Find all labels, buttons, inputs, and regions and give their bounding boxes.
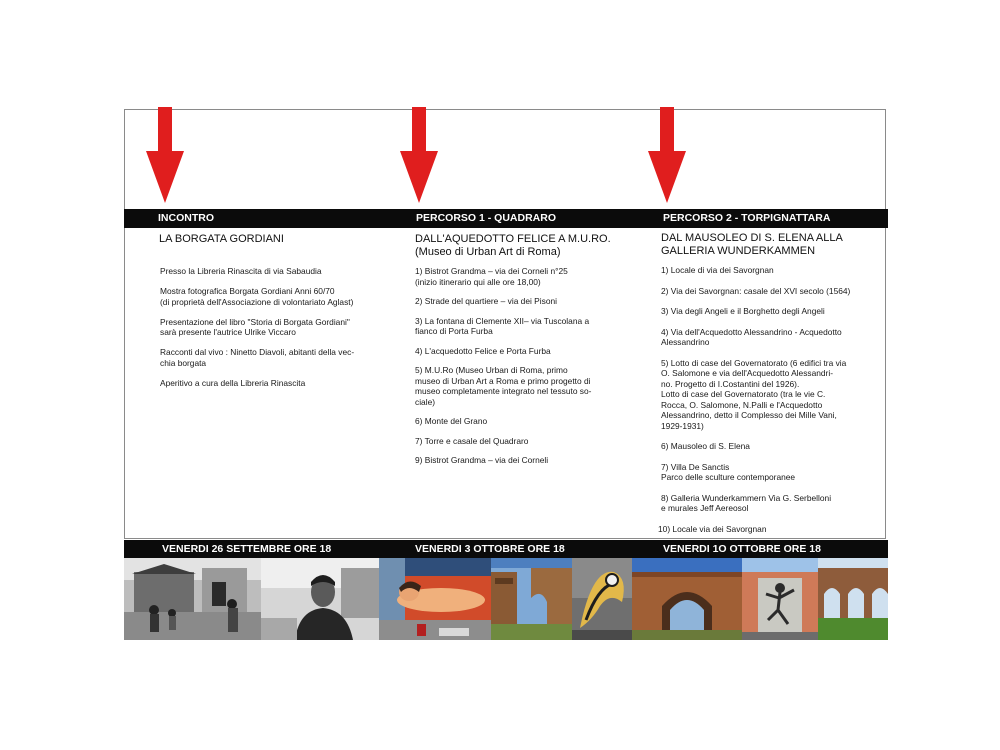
- list-item: Presso la Libreria Rinascita di via Sabaudia: [160, 266, 322, 276]
- down-arrow-icon: [400, 107, 438, 203]
- list-item: 7) Torre e casale del Quadraro: [415, 435, 529, 446]
- date-band: [124, 540, 888, 559]
- down-arrow-icon: [146, 107, 184, 203]
- list-item: 2) Strade del quartiere – via dei Pisoni: [415, 296, 557, 306]
- column-subtitle: DAL MAUSOLEO DI S. ELENA ALLA GALLERIA WUNDERKAMMEN: [661, 232, 843, 257]
- event-date: VENERDI 1O OTTOBRE ORE 18: [663, 543, 821, 555]
- list-item: 4) Via dell'Acquedotto Alessandrino - Acquedotto Alessandrino: [661, 326, 842, 347]
- modigliani-mural-photo: [379, 558, 491, 640]
- list-item: 4) L'acquedotto Felice e Porta Furba: [415, 345, 551, 356]
- porta-furba-arch-photo: [632, 558, 742, 640]
- list-item: 7) Villa De Sanctis Parco delle sculture contemporanee: [661, 461, 796, 482]
- column-header-percorso-1: PERCORSO 1 - QUADRARO: [416, 212, 557, 224]
- list-item: 5) M.U.Ro (Museo Urban di Roma, primo museo di Urban Art a Roma e primo progetto di museo completamente integrato nel tessuto so- ciale): [415, 365, 592, 407]
- event-date: VENERDI 3 OTTOBRE ORE 18: [415, 543, 565, 555]
- list-item: 10) Locale via dei Savorgnan: [658, 523, 767, 534]
- list-item: 5) Lotto di case del Governatorato (6 edifici tra via O. Salomone e via dell'Acquedotto Alessandri- no. Progetto di I.Costantini del 1926). Lotto di case del Governatorato (tra le vie C. Rocca, O. Salomone, N.Palli e l'Acquedotto Alessandrino, detto il Complesso dei Mille Vani, 1929-1931): [661, 357, 847, 431]
- list-item: Mostra fotografica Borgata Gordiani Anni 60/70 (di proprietà dell'Associazione di volontariato Aglast): [160, 286, 354, 307]
- aqueduct-arch-photo: [491, 558, 572, 640]
- list-item: 1) Locale di via dei Savorgnan: [661, 265, 774, 275]
- list-item: 6) Monte del Grano: [415, 416, 488, 426]
- list-item: Presentazione del libro "Storia di Borgata Gordiani" sarà presente l'autrice Ulrike Viccaro: [160, 316, 350, 337]
- list-item: 8) Galleria Wunderkammern Via G. Serbelloni e murales Jeff Aereosol: [661, 492, 832, 513]
- list-item: 9) Bistrot Grandma – via dei Corneli: [415, 455, 549, 465]
- aqueduct-ruins-photo: [818, 558, 888, 640]
- column-subtitle: LA BORGATA GORDIANI: [159, 233, 284, 245]
- street-mural-dancer-photo: [742, 558, 818, 640]
- list-item: 1) Bistrot Grandma – via dei Corneli n°25 (inizio itinerario qui alle ore 18,00): [415, 266, 568, 287]
- down-arrow-icon: [648, 107, 686, 203]
- bw-portrait-photo: [261, 558, 379, 640]
- event-list: [160, 266, 385, 398]
- photo-strip: [124, 558, 888, 640]
- bw-borgata-street-photo: [124, 558, 261, 640]
- event-date: VENERDI 26 SETTEMBRE ORE 18: [162, 543, 332, 555]
- list-item: Aperitivo a cura della Libreria Rinascita: [160, 377, 306, 388]
- itinerary-list: [415, 266, 640, 475]
- list-item: 6) Mausoleo di S. Elena: [661, 441, 750, 451]
- list-item: Racconti dal vivo : Ninetto Diavoli, abitanti della vec- chia borgata: [160, 347, 355, 368]
- itinerary-list: [658, 265, 876, 544]
- list-item: 3) Via degli Angeli e il Borghetto degli Angeli: [661, 306, 825, 316]
- list-item: 3) La fontana di Clemente XII– via Tuscolana a fianco di Porta Furba: [415, 315, 590, 336]
- column-header-incontro: INCONTRO: [158, 212, 214, 224]
- column-header-percorso-2: PERCORSO 2 - TORPIGNATTARA: [663, 212, 831, 224]
- graffiti-figure-photo: [572, 558, 632, 640]
- list-item: 2) Via dei Savorgnan: casale del XVI secolo (1564): [661, 285, 851, 296]
- header-band: [124, 209, 888, 228]
- column-subtitle: DALL'AQUEDOTTO FELICE A M.U.RO. (Museo di Urban Art di Roma): [415, 233, 611, 258]
